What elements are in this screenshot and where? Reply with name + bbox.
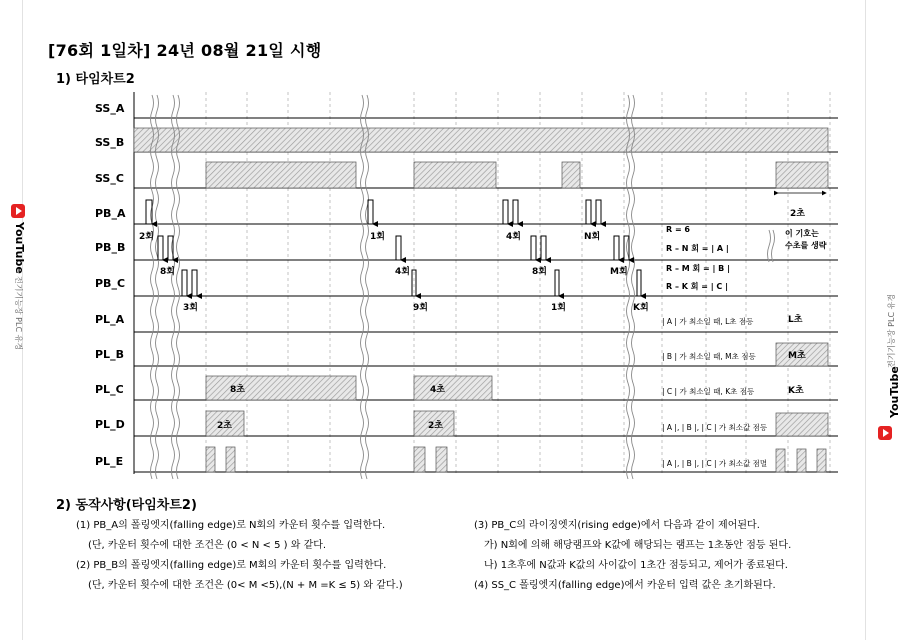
label-pl-e: PL_E (95, 455, 124, 468)
formula-rk: R – K 회 = | C | (666, 282, 729, 291)
pl-d-high-3 (776, 413, 828, 436)
pb-c-label-3: 3회 (183, 303, 198, 313)
operation-2: (2) PB_B의 폴링엣지(falling edge)로 M회의 카운터 횟수를 입력한다. (76, 560, 387, 571)
label-ss-c: SS_C (95, 172, 124, 185)
ss-c-high (206, 162, 828, 188)
omit-note-2: 수초를 생략 (785, 241, 827, 250)
label-ss-a: SS_A (95, 102, 125, 115)
pb-c-label-k: K회 (633, 303, 649, 313)
pb-c-pulses (182, 270, 641, 296)
pl-b-note: | B | 가 최소일 때, M초 점등 (662, 352, 756, 361)
ss-b-high (134, 128, 828, 152)
channel-name-text-right: 전기기능장 PLC 유경 (887, 293, 896, 368)
pb-a-label-1: 1회 (370, 232, 385, 242)
operation-4: (4) SS_C 폴링엣지(falling edge)에서 카운터 입력 값은 초기화된다. (474, 580, 776, 591)
pl-a-lsec: L초 (788, 315, 803, 325)
operation-1-note: (단, 카운터 횟수에 대한 조건은 (0 < N < 5 ) 와 같다. (88, 540, 327, 551)
formula-rn: R – N 회 = | A | (666, 244, 729, 253)
label-pb-b: PB_B (95, 241, 126, 254)
pb-a-label-4: 4회 (506, 232, 521, 242)
pl-d-note: | A |, | B |, | C | 가 최소값 점등 (662, 423, 768, 432)
label-ss-b: SS_B (95, 136, 125, 149)
youtube-brand-text-right: YouTube (888, 366, 901, 418)
pb-a-label-n: N회 (584, 232, 601, 242)
pb-b-label-4: 4회 (395, 267, 410, 277)
pl-d-2sec: 2초 (217, 421, 232, 431)
label-pl-b: PL_B (95, 348, 124, 361)
formula-r: R = 6 (666, 225, 690, 234)
formula-rm: R – M 회 = | B | (666, 264, 730, 273)
pl-c-high-2 (414, 376, 492, 400)
pb-b-label-8b: 8회 (532, 267, 547, 277)
pb-b-label-m: M회 (610, 267, 628, 277)
pl-a-note: | A | 가 최소일 때, L초 점등 (662, 317, 754, 326)
pb-b-label-8: 8회 (160, 267, 175, 277)
label-pl-a: PL_A (95, 313, 125, 326)
operation-3: (3) PB_C의 라이징엣지(rising edge)에서 다음과 같이 제어된다. (474, 520, 760, 531)
label-pb-c: PB_C (95, 277, 126, 290)
operation-2-note: (단, 카운터 횟수에 대한 조건은 (0< M <5),(N + M =K ≤ 5) 와 같다.) (88, 580, 403, 591)
pb-a-label-2: 2회 (139, 232, 154, 242)
label-pl-c: PL_C (95, 383, 124, 396)
label-pl-d: PL_D (95, 418, 125, 431)
operation-1: (1) PB_A의 폴링엣지(falling edge)로 N회의 카운터 횟수를 입력한다. (76, 520, 386, 531)
operation-3-a: 가) N회에 의해 해당램프와 K값에 해당되는 램프는 1초동안 점등 된다. (484, 540, 792, 551)
pb-c-label-1: 1회 (551, 303, 566, 313)
pl-c-high-1 (206, 376, 356, 400)
two-sec-label: 2초 (790, 209, 805, 219)
pb-c-label-9: 9회 (413, 303, 428, 313)
pl-c-4sec: 4초 (430, 385, 445, 395)
omit-note-1: 이 기호는 (785, 229, 819, 238)
pb-b-pulses (158, 236, 629, 260)
youtube-brand-text: YouTube (13, 222, 26, 274)
signal-labels (95, 102, 126, 468)
label-pb-a: PB_A (95, 207, 126, 220)
operation-3-b: 나) 1초후에 N값과 K값의 사이값이 1초간 점등되고, 제어가 종료된다. (484, 560, 788, 571)
pl-c-ksec: K초 (788, 386, 804, 396)
page-title: [76회 1일차] 24년 08월 21일 시행 (48, 41, 322, 60)
section-title-timechart: 1) 타임차트2 (56, 72, 135, 87)
pb-a-pulses (146, 200, 601, 224)
pl-c-8sec: 8초 (230, 385, 245, 395)
pl-e-note: | A |, | B |, | C | 가 최소값 점멸 (662, 459, 768, 468)
pl-d-2sec-b: 2초 (428, 421, 443, 431)
section-title-operations: 2) 동작사항(타임차트2) (56, 498, 197, 513)
pl-c-note: | C | 가 최소일 때, K초 점등 (662, 387, 755, 396)
channel-name-text: 전기기능장 PLC 유경 (14, 276, 23, 351)
pl-b-msec: M초 (788, 351, 806, 361)
